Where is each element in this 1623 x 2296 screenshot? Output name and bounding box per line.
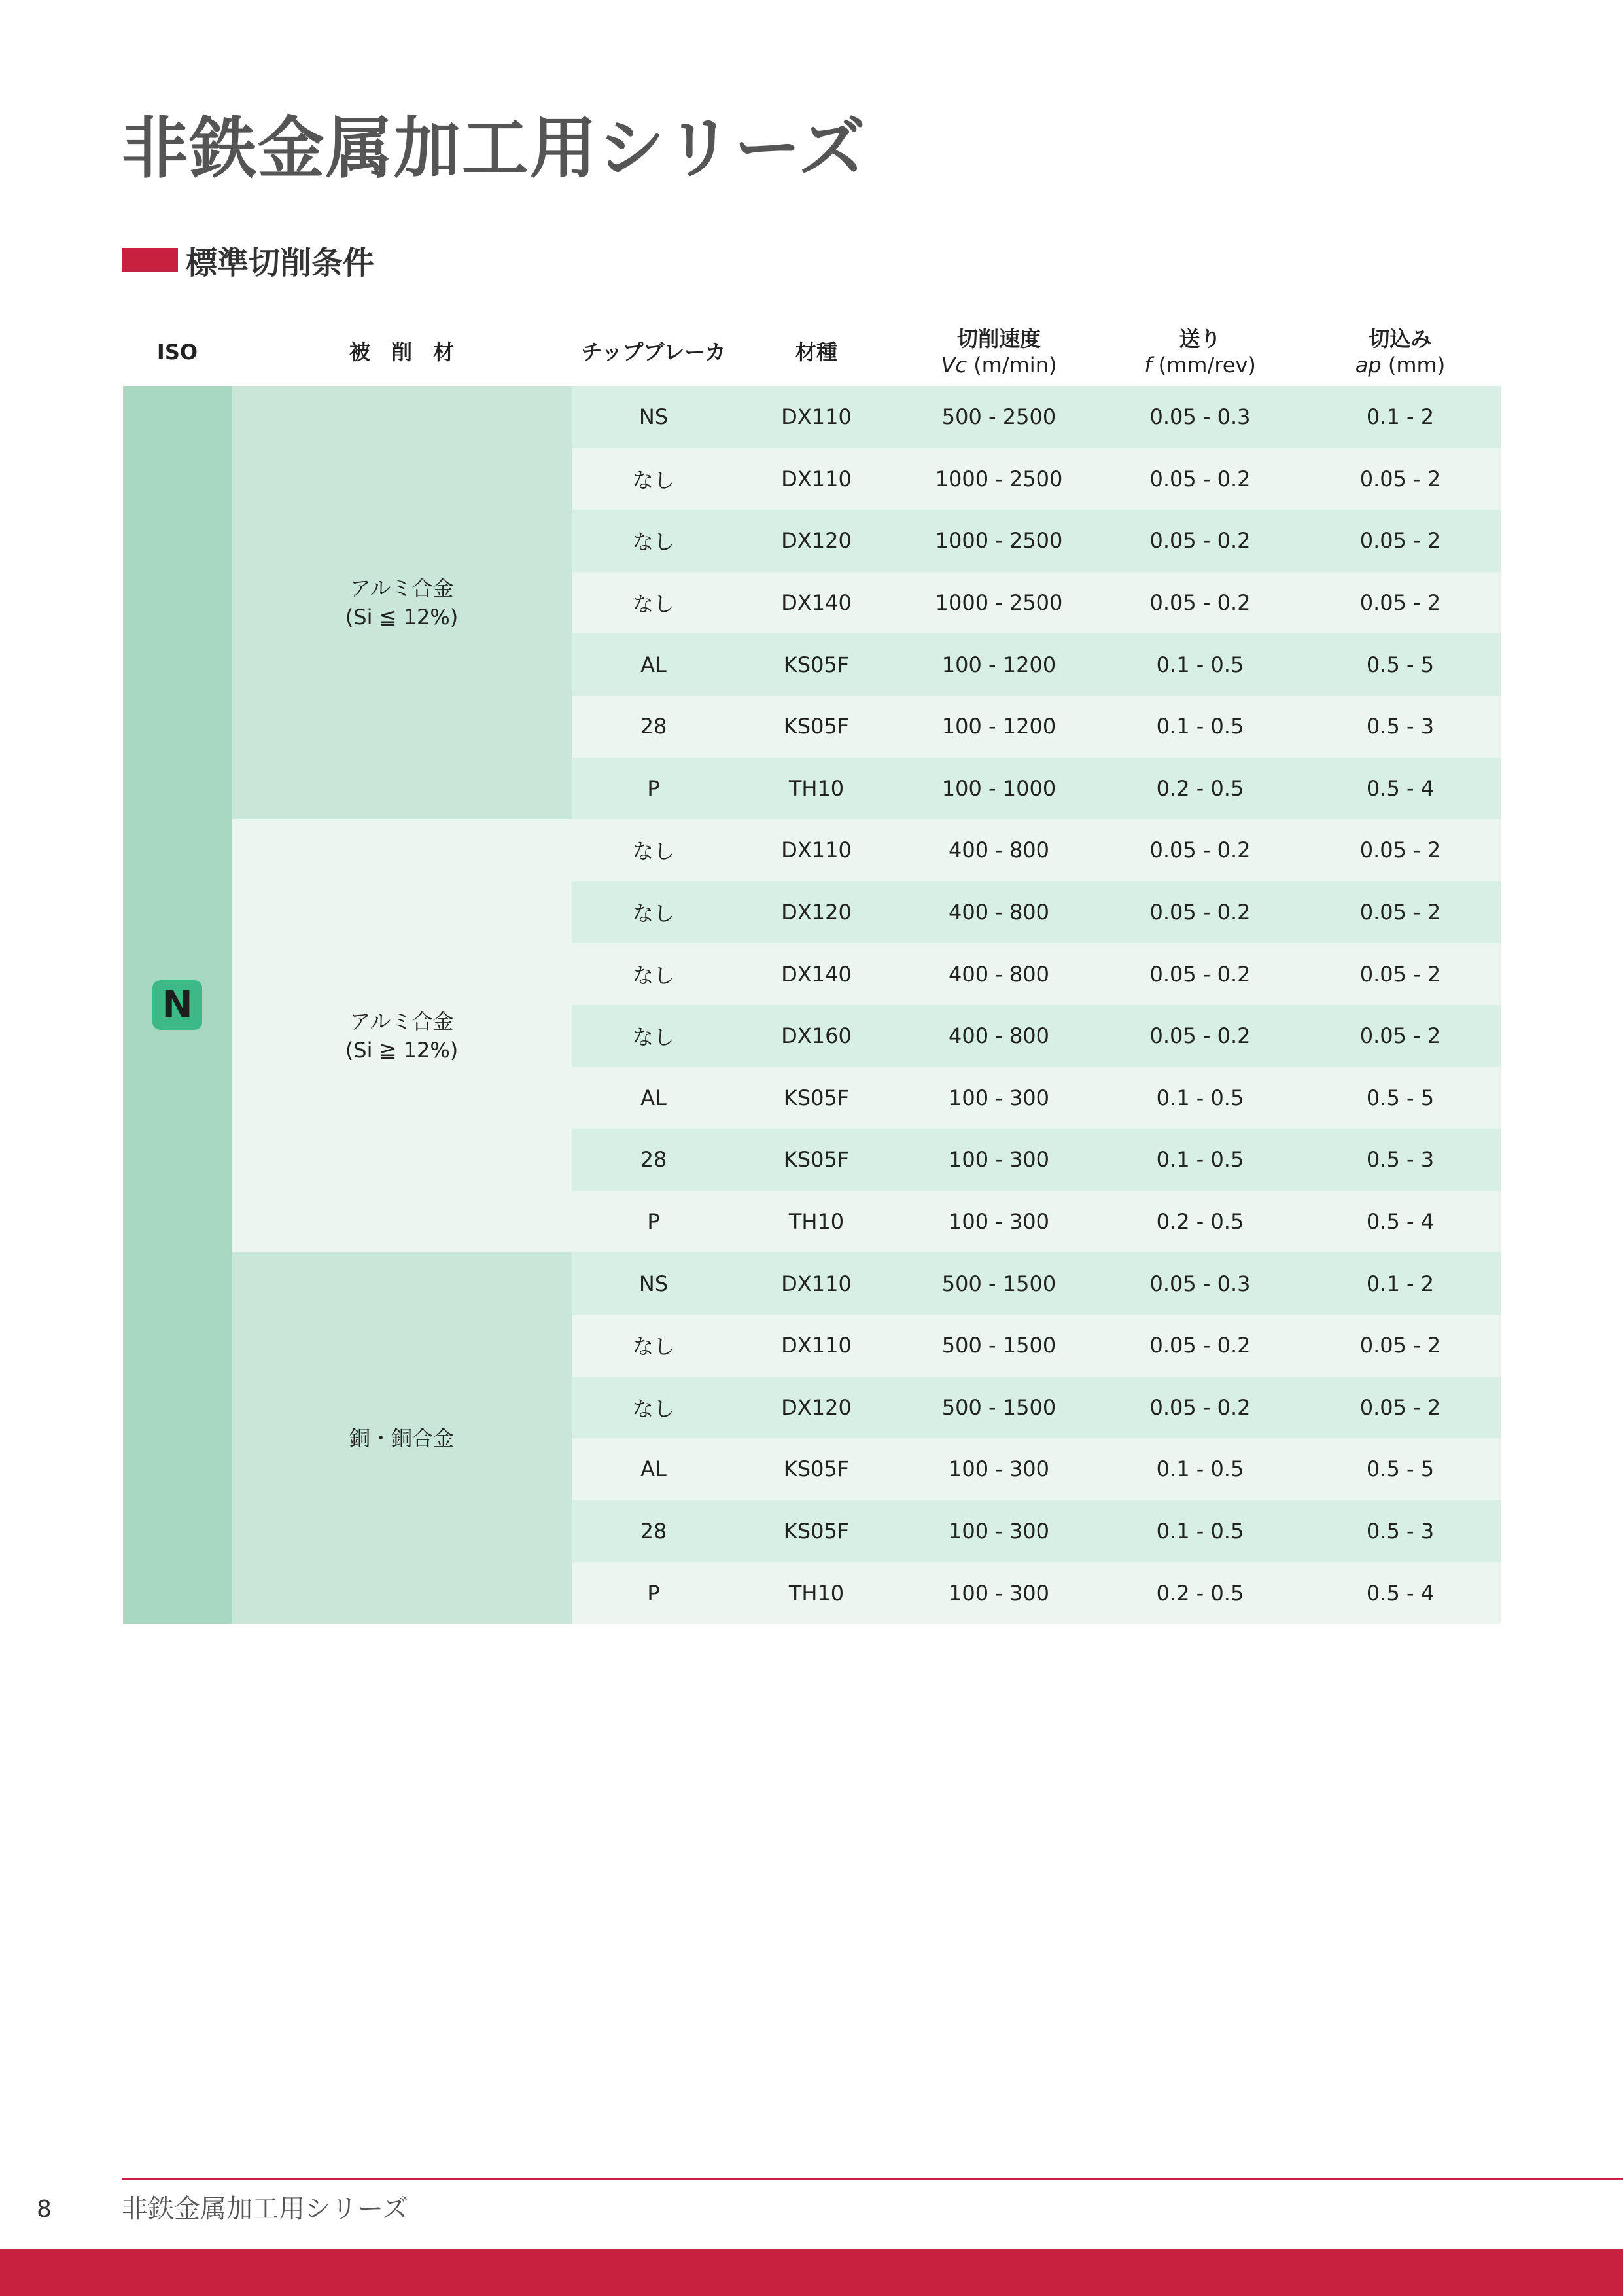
grade-cell: KS05F <box>735 696 898 758</box>
breaker-cell: なし <box>572 510 735 572</box>
depth-of-cut-cell: 0.5 - 3 <box>1300 1129 1501 1191</box>
depth-of-cut-cell: 0.5 - 5 <box>1300 1067 1501 1129</box>
feed-cell: 0.1 - 0.5 <box>1100 1500 1300 1563</box>
grade-cell: DX120 <box>735 1377 898 1439</box>
breaker-cell: AL <box>572 633 735 696</box>
breaker-cell: NS <box>572 386 735 448</box>
header-feed-symbol: f <box>1144 353 1152 378</box>
footer-bar <box>0 2249 1623 2296</box>
breaker-cell: なし <box>572 1005 735 1067</box>
table-row <box>123 1252 1501 1315</box>
feed-cell: 0.1 - 0.5 <box>1100 1438 1300 1500</box>
feed-cell: 0.2 - 0.5 <box>1100 1562 1300 1624</box>
feed-cell: 0.05 - 0.2 <box>1100 1315 1300 1377</box>
depth-of-cut-cell: 0.5 - 4 <box>1300 1562 1501 1624</box>
depth-of-cut-cell: 0.05 - 2 <box>1300 819 1501 881</box>
depth-of-cut-cell: 0.1 - 2 <box>1300 386 1501 448</box>
header-cutting-speed <box>898 318 1100 386</box>
header-feed <box>1100 318 1300 386</box>
header-depth-symbol: ap <box>1355 353 1382 378</box>
material-name: 銅・銅合金 <box>349 1426 454 1451</box>
header-speed-unit: (m/min) <box>967 353 1057 378</box>
breaker-cell: なし <box>572 819 735 881</box>
header-feed-label: 送り <box>1179 327 1221 351</box>
grade-cell: DX160 <box>735 1005 898 1067</box>
depth-of-cut-cell: 0.05 - 2 <box>1300 1377 1501 1439</box>
cutting-conditions-table <box>123 318 1501 1624</box>
cutting-speed-cell: 1000 - 2500 <box>898 572 1100 634</box>
material-cell <box>232 1252 572 1624</box>
cutting-speed-cell: 500 - 1500 <box>898 1377 1100 1439</box>
depth-of-cut-cell: 0.5 - 5 <box>1300 1438 1501 1500</box>
material-condition: (Si ≦ 12%) <box>345 605 459 630</box>
cutting-speed-cell: 500 - 2500 <box>898 386 1100 448</box>
cutting-speed-cell: 100 - 300 <box>898 1067 1100 1129</box>
breaker-cell: なし <box>572 1377 735 1439</box>
cutting-speed-cell: 100 - 1000 <box>898 758 1100 820</box>
breaker-cell: 28 <box>572 696 735 758</box>
footer-rule <box>122 2178 1623 2180</box>
material-name: アルミ合金 <box>349 1009 454 1034</box>
depth-of-cut-cell: 0.05 - 2 <box>1300 510 1501 572</box>
table-header-row <box>123 318 1501 386</box>
depth-of-cut-cell: 0.5 - 3 <box>1300 696 1501 758</box>
cutting-speed-cell: 100 - 1200 <box>898 633 1100 696</box>
feed-cell: 0.2 - 0.5 <box>1100 758 1300 820</box>
header-depth-label: 切込み <box>1369 327 1432 351</box>
cutting-speed-cell: 1000 - 2500 <box>898 510 1100 572</box>
grade-cell: KS05F <box>735 1067 898 1129</box>
page-title: 非鉄金属加工用シリーズ <box>122 110 867 188</box>
material-condition: (Si ≧ 12%) <box>345 1038 459 1063</box>
breaker-cell: P <box>572 758 735 820</box>
feed-cell: 0.1 - 0.5 <box>1100 633 1300 696</box>
cutting-speed-cell: 100 - 300 <box>898 1562 1100 1624</box>
feed-cell: 0.1 - 0.5 <box>1100 1129 1300 1191</box>
cutting-speed-cell: 400 - 800 <box>898 881 1100 944</box>
grade-cell: KS05F <box>735 1438 898 1500</box>
header-depth-unit: (mm) <box>1381 353 1446 378</box>
feed-cell: 0.1 - 0.5 <box>1100 1067 1300 1129</box>
cutting-speed-cell: 100 - 300 <box>898 1500 1100 1563</box>
cutting-speed-cell: 400 - 800 <box>898 819 1100 881</box>
grade-cell: DX110 <box>735 448 898 510</box>
header-depth-unit-line <box>1300 352 1501 378</box>
breaker-cell: NS <box>572 1252 735 1315</box>
depth-of-cut-cell: 0.5 - 4 <box>1300 1191 1501 1253</box>
feed-cell: 0.05 - 0.2 <box>1100 510 1300 572</box>
feed-cell: 0.05 - 0.3 <box>1100 1252 1300 1315</box>
grade-cell: DX110 <box>735 1252 898 1315</box>
depth-of-cut-cell: 0.05 - 2 <box>1300 1005 1501 1067</box>
cutting-speed-cell: 500 - 1500 <box>898 1315 1100 1377</box>
breaker-cell: P <box>572 1191 735 1253</box>
section-heading <box>122 237 374 283</box>
feed-cell: 0.05 - 0.2 <box>1100 881 1300 944</box>
breaker-cell: 28 <box>572 1129 735 1191</box>
header-speed-label: 切削速度 <box>956 327 1041 351</box>
breaker-cell: AL <box>572 1438 735 1500</box>
header-material: 被 削 材 <box>349 340 454 364</box>
depth-of-cut-cell: 0.05 - 2 <box>1300 448 1501 510</box>
header-depth-of-cut <box>1300 318 1501 386</box>
depth-of-cut-cell: 0.05 - 2 <box>1300 943 1501 1005</box>
cutting-speed-cell: 100 - 1200 <box>898 696 1100 758</box>
footer-title: 非鉄金属加工用シリーズ <box>122 2194 408 2224</box>
header-feed-unit-line <box>1100 352 1300 378</box>
depth-of-cut-cell: 0.5 - 4 <box>1300 758 1501 820</box>
breaker-cell: なし <box>572 881 735 944</box>
feed-cell: 0.05 - 0.2 <box>1100 572 1300 634</box>
header-feed-unit: (mm/rev) <box>1151 353 1256 378</box>
feed-cell: 0.1 - 0.5 <box>1100 696 1300 758</box>
table-row <box>123 819 1501 881</box>
section-marker <box>122 248 178 272</box>
breaker-cell: AL <box>572 1067 735 1129</box>
grade-cell: DX120 <box>735 881 898 944</box>
section-heading-text: 標準切削条件 <box>186 244 375 281</box>
grade-cell: KS05F <box>735 1500 898 1563</box>
table-body <box>123 386 1501 1624</box>
grade-cell: KS05F <box>735 633 898 696</box>
header-speed-symbol: Vc <box>941 353 968 378</box>
cutting-speed-cell: 500 - 1500 <box>898 1252 1100 1315</box>
iso-n-badge <box>152 980 202 1030</box>
cutting-speed-cell: 100 - 300 <box>898 1191 1100 1253</box>
grade-cell: DX140 <box>735 572 898 634</box>
cutting-speed-cell: 400 - 800 <box>898 943 1100 1005</box>
grade-cell: DX110 <box>735 386 898 448</box>
cutting-speed-cell: 100 - 300 <box>898 1129 1100 1191</box>
cutting-speed-cell: 1000 - 2500 <box>898 448 1100 510</box>
feed-cell: 0.05 - 0.3 <box>1100 386 1300 448</box>
depth-of-cut-cell: 0.5 - 5 <box>1300 633 1501 696</box>
breaker-cell: なし <box>572 448 735 510</box>
header-breaker: チップブレーカ <box>581 340 726 364</box>
feed-cell: 0.05 - 0.2 <box>1100 1005 1300 1067</box>
grade-cell: DX110 <box>735 1315 898 1377</box>
grade-cell: DX120 <box>735 510 898 572</box>
breaker-cell: なし <box>572 572 735 634</box>
iso-cell <box>123 386 232 1624</box>
table-row <box>123 386 1501 448</box>
grade-cell: TH10 <box>735 1191 898 1253</box>
feed-cell: 0.05 - 0.2 <box>1100 1377 1300 1439</box>
material-name: アルミ合金 <box>349 576 454 601</box>
grade-cell: KS05F <box>735 1129 898 1191</box>
page-number: 8 <box>37 2196 52 2223</box>
feed-cell: 0.05 - 0.2 <box>1100 819 1300 881</box>
breaker-cell: 28 <box>572 1500 735 1563</box>
material-cell <box>232 819 572 1252</box>
header-speed-unit-line <box>898 352 1100 378</box>
cutting-speed-cell: 100 - 300 <box>898 1438 1100 1500</box>
grade-cell: TH10 <box>735 758 898 820</box>
header-iso: ISO <box>156 340 198 364</box>
iso-badge-letter: N <box>162 983 193 1027</box>
grade-cell: TH10 <box>735 1562 898 1624</box>
header-grade: 材種 <box>795 340 837 364</box>
cutting-speed-cell: 400 - 800 <box>898 1005 1100 1067</box>
breaker-cell: なし <box>572 943 735 1005</box>
feed-cell: 0.2 - 0.5 <box>1100 1191 1300 1253</box>
grade-cell: DX110 <box>735 819 898 881</box>
depth-of-cut-cell: 0.05 - 2 <box>1300 572 1501 634</box>
material-cell <box>232 386 572 819</box>
depth-of-cut-cell: 0.5 - 3 <box>1300 1500 1501 1563</box>
grade-cell: DX140 <box>735 943 898 1005</box>
breaker-cell: なし <box>572 1315 735 1377</box>
depth-of-cut-cell: 0.05 - 2 <box>1300 881 1501 944</box>
depth-of-cut-cell: 0.05 - 2 <box>1300 1315 1501 1377</box>
breaker-cell: P <box>572 1562 735 1624</box>
feed-cell: 0.05 - 0.2 <box>1100 448 1300 510</box>
depth-of-cut-cell: 0.1 - 2 <box>1300 1252 1501 1315</box>
feed-cell: 0.05 - 0.2 <box>1100 943 1300 1005</box>
